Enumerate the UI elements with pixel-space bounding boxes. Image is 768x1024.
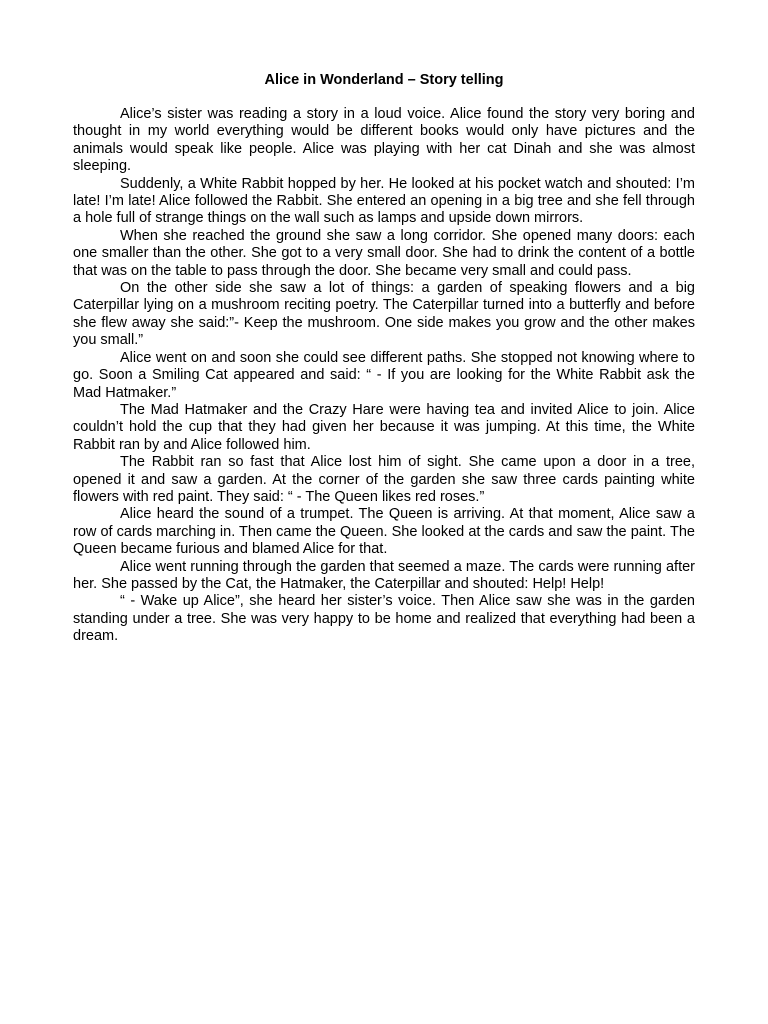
paragraph-9: Alice went running through the garden that seemed a maze. The cards were running after her. She passed by the Cat, the Hatmaker, the Caterpillar and shouted: Help! Help! [73, 558, 695, 592]
paragraph-4: On the other side she saw a lot of things: a garden of speaking flowers and a big Caterpillar lying on a mushroom reciting poetry. The Caterpillar turned into a butterfly and before she flew away she said:”- Keep the mushroom. One side makes you grow and the other makes you small.” [73, 280, 695, 349]
paragraph-2: Suddenly, a White Rabbit hopped by her. He looked at his pocket watch and shouted: I’m late! I’m late! Alice followed the Rabbit. She entered an opening in a big tree and she fell through a hole full of strange things on the wall such as lamps and upside down mirrors. [73, 175, 695, 227]
document-title: Alice in Wonderland – Story telling [264, 72, 504, 88]
paragraph-5: Alice went on and soon she could see different paths. She stopped not knowing where to go. Soon a Smiling Cat appeared and said: “ - If you are looking for the White Rabbit ask the Mad Hatmaker.” [73, 349, 695, 401]
paragraph-8: Alice heard the sound of a trumpet. The Queen is arriving. At that moment, Alice saw a row of cards marching in. Then came the Queen. She looked at the cards and saw the paint. The Queen became furious and blamed Alice for that. [73, 506, 695, 558]
paragraph-3: When she reached the ground she saw a long corridor. She opened many doors: each one smaller than the other. She got to a very small door. She had to drink the content of a bottle that was on the table to pass through the door. She became very small and could pass. [73, 227, 695, 279]
paragraph-6: The Mad Hatmaker and the Crazy Hare were having tea and invited Alice to join. Alice couldn’t hold the cup that they had given her because it was jumping. At this time, the White Rabbit ran by and Alice followed him. [73, 401, 695, 453]
paragraph-7: The Rabbit ran so fast that Alice lost him of sight. She came upon a door in a tree, opened it and saw a garden. At the corner of the garden she saw three cards painting white flowers with red paint. They said: “ - The Queen likes red roses.” [73, 454, 695, 505]
document-page [73, 70, 695, 646]
paragraph-10: “ - Wake up Alice”, she heard her sister’s voice. Then Alice saw she was in the garden standing under a tree. She was very happy to be home and realized that everything had been a dream. [73, 593, 695, 645]
paragraph-1: Alice’s sister was reading a story in a loud voice. Alice found the story very boring and thought in my world everything would be different books would only have pictures and the animals would speak like people. Alice was playing with her cat Dinah and she was almost sleeping. [73, 106, 695, 175]
